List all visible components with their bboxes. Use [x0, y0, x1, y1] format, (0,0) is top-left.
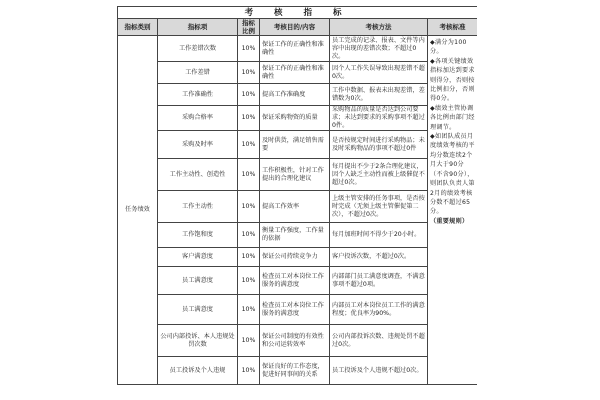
purpose-cell: 保证采购物资的质量	[260, 106, 330, 131]
weight-cell: 10%	[238, 267, 260, 295]
table-row	[118, 36, 478, 62]
table-row	[118, 159, 478, 191]
standard-line: ◆绩效主管协调各比例由部门经理调节。	[430, 104, 475, 131]
header-item: 指标项	[158, 19, 238, 36]
table-row	[118, 131, 478, 159]
standard-line: ◆各项关键绩效指标加达到要求则得分，否则按比例扣分，否则得0分。	[430, 57, 475, 103]
purpose-cell: 衡量工作强度，工作量的依据	[260, 223, 330, 248]
item-cell: 公司内部投诉、本人违规处罚次数	[158, 325, 238, 357]
weight-cell: 10%	[238, 223, 260, 248]
table-row	[118, 223, 478, 248]
method-cell: 员工投诉及个人违规不超过0次。	[330, 357, 428, 385]
table-title: 考 核 指 标	[118, 7, 478, 19]
table-row	[118, 84, 478, 106]
standard-line: （重要规则）	[430, 217, 469, 225]
method-cell: 客户投诉次数，不超过0次。	[330, 248, 428, 267]
header-standard: 考核标准	[428, 19, 478, 36]
item-cell: 工作差错次数	[158, 36, 238, 62]
standard-line: ◆满分为100分。	[430, 39, 467, 56]
item-cell: 工作准确性	[158, 84, 238, 106]
kpi-document	[117, 6, 477, 398]
method-cell: 每月提出不少于2条合理化建议，因个人缺乏主动性而被上级催促不超过0次。	[330, 159, 428, 191]
table-row	[118, 248, 478, 267]
purpose-cell: 检查员工对本岗位工作服务的满意度	[260, 267, 330, 295]
item-cell: 工作主动性	[158, 191, 238, 223]
weight-cell: 10%	[238, 131, 260, 159]
item-cell: 采购及时率	[158, 131, 238, 159]
method-cell: 因个人工作失误导致出现差错不超0次。	[330, 62, 428, 84]
item-cell: 员工满意度	[158, 295, 238, 325]
purpose-cell: 保证公司持续竞争力	[260, 248, 330, 267]
table-row	[118, 357, 478, 385]
item-cell: 工作差错	[158, 62, 238, 84]
item-cell: 采购合格率	[158, 106, 238, 131]
purpose-cell: 保证公司制度的有效性和公司运转效率	[260, 325, 330, 357]
weight-cell: 10%	[238, 357, 260, 385]
purpose-cell: 提高工作效率	[260, 191, 330, 223]
header-weight: 指标 比例	[238, 19, 260, 36]
header-category: 指标类别	[118, 19, 158, 36]
weight-cell: 10%	[238, 159, 260, 191]
method-cell: 内部部门员工满意度调查，不满意事项不超过0项。	[330, 267, 428, 295]
header-method: 考核方法	[330, 19, 428, 36]
weight-cell: 10%	[238, 248, 260, 267]
weight-cell: 10%	[238, 84, 260, 106]
method-cell: 上级主管安排的任务事项，是否按时完成（无须上级主管催促第二次），不超过0次。	[330, 191, 428, 223]
method-cell: 公司内部投诉次数、违规处罚不超过0次。	[330, 325, 428, 357]
weight-cell: 10%	[238, 62, 260, 84]
weight-cell: 10%	[238, 106, 260, 131]
purpose-cell: 及时供货，满足销售需要	[260, 131, 330, 159]
item-cell: 客户满意度	[158, 248, 238, 267]
purpose-cell: 工作积极性，针对工作提出的合理化建议	[260, 159, 330, 191]
table-row	[118, 267, 478, 295]
method-cell: 是否按规定时间进行采购物品；未及时采购物品的事项不超过0件	[330, 131, 428, 159]
purpose-cell: 保证良好的工作态度，促进好同事间的关系	[260, 357, 330, 385]
standard-line: ◆如团队成员月度绩效考核的平均分数连续2个月大于90分（不含90分），则团队负责人第2月的绩效考核分数不超过65分。	[430, 133, 475, 216]
method-cell: 工作中数据、报表未出现差错，差错数为0次。	[330, 84, 428, 106]
method-cell: 每月加班时间不得少于20小时。	[330, 223, 428, 248]
table-row	[118, 325, 478, 357]
category-cell: 任务绩效	[118, 36, 158, 385]
weight-cell: 10%	[238, 325, 260, 357]
purpose-cell: 提高工作准确度	[260, 84, 330, 106]
weight-cell: 10%	[238, 36, 260, 62]
table-row	[118, 62, 478, 84]
purpose-cell: 保证工作的正确性和准确性	[260, 36, 330, 62]
item-cell: 员工投诉及个人违规	[158, 357, 238, 385]
item-cell: 工作主动性、创造性	[158, 159, 238, 191]
item-cell: 员工满意度	[158, 267, 238, 295]
method-cell: 采购物品的质量是否达到公司要求；未达到要求的采购事项不超过0件。	[330, 106, 428, 131]
method-cell: 员工完成的记录、报表、文件等内容中出现的差错次数；不超过0次。	[330, 36, 428, 62]
table-row	[118, 295, 478, 325]
weight-cell: 10%	[238, 295, 260, 325]
standard-cell	[428, 36, 478, 385]
table-row	[118, 191, 478, 223]
purpose-cell: 保证工作的正确性和准确性	[260, 62, 330, 84]
method-cell: 内部员工对本岗位员工工作的满意程度；优良率为90%。	[330, 295, 428, 325]
kpi-table	[117, 6, 477, 385]
item-cell: 工作饱和度	[158, 223, 238, 248]
header-purpose: 考核目的/内容	[260, 19, 330, 36]
table-body	[118, 36, 478, 385]
weight-cell: 10%	[238, 191, 260, 223]
purpose-cell: 检查员工对本岗位工作服务的满意度	[260, 295, 330, 325]
table-row	[118, 106, 478, 131]
